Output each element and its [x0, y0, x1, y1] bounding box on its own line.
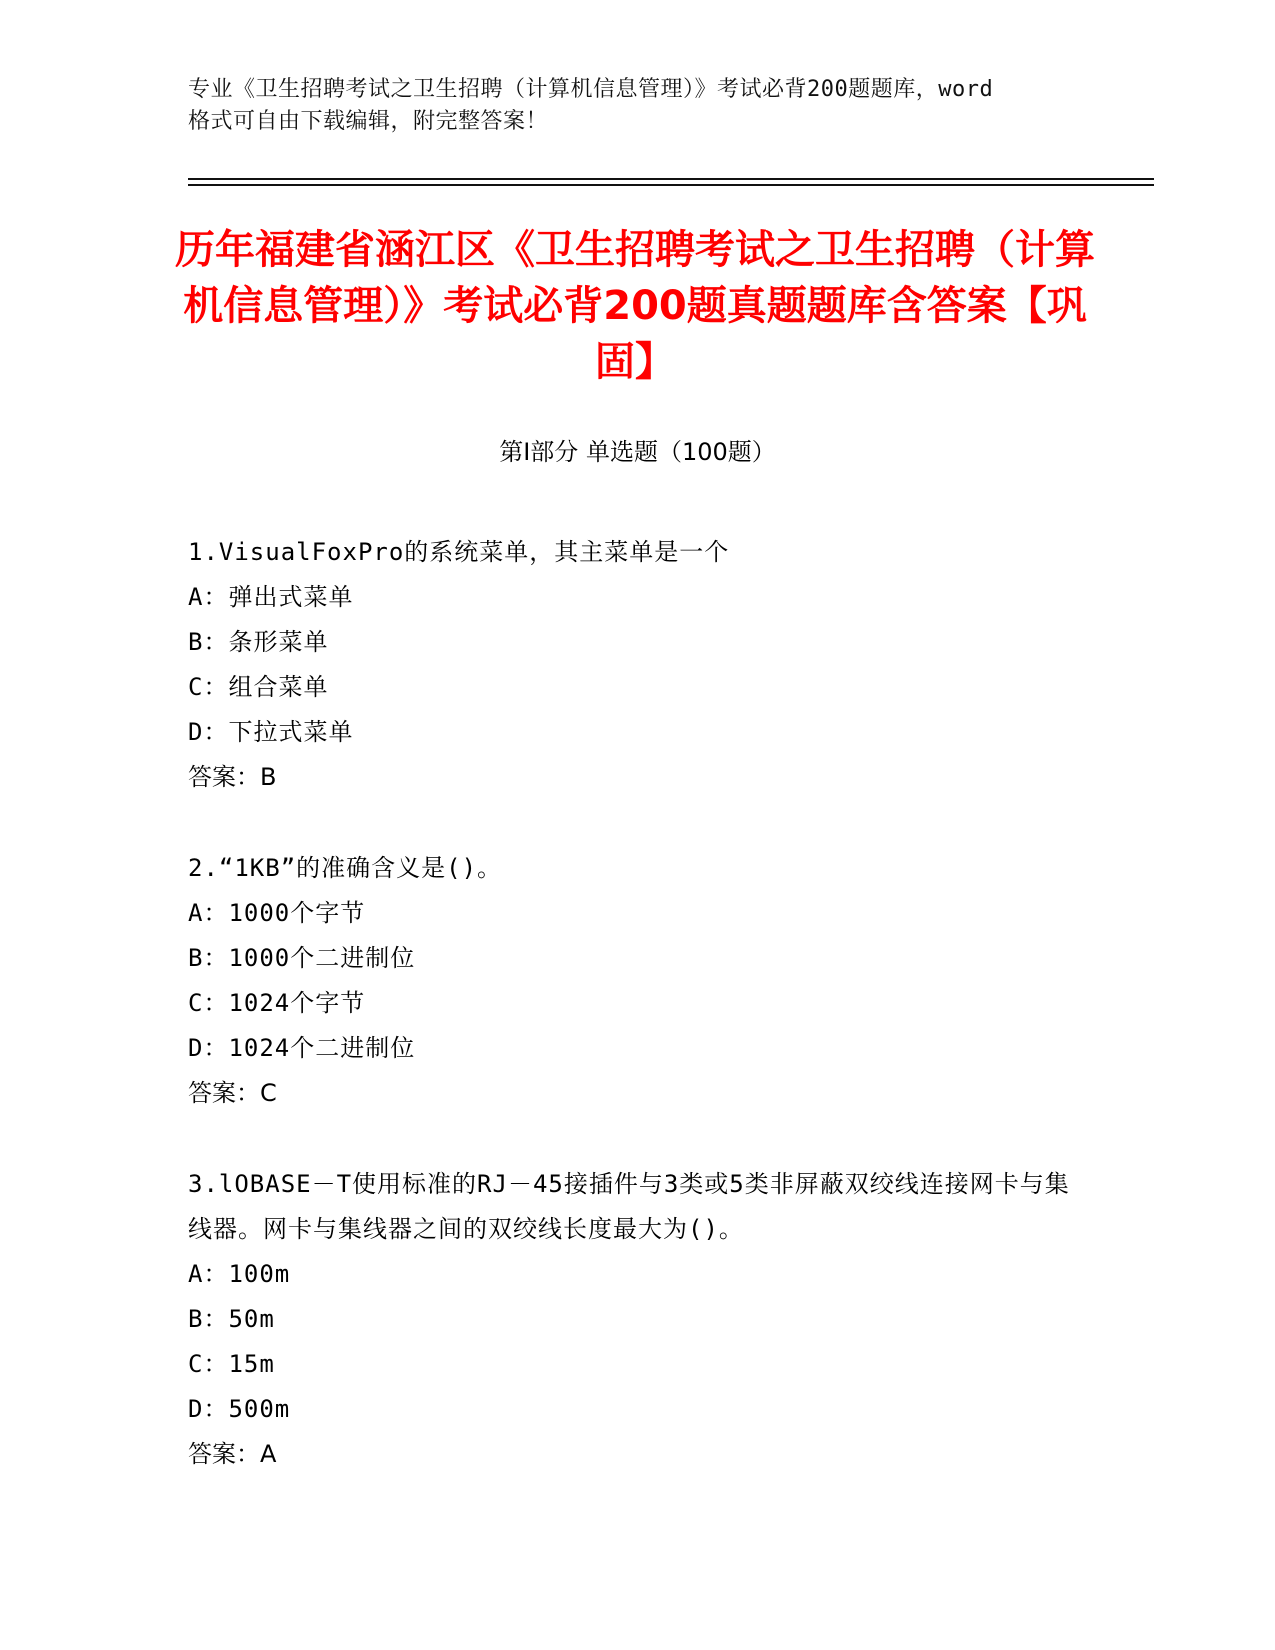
- question-stem: 1.VisualFoxPro的系统菜单，其主菜单是一个: [188, 538, 730, 566]
- option-a: A：100m: [188, 1260, 291, 1288]
- question-stem: 2.“1KB”的准确含义是()。: [188, 854, 503, 882]
- question-list: [188, 530, 1088, 1477]
- header-divider-top: [188, 178, 1154, 180]
- header-note-line-2: 格式可自由下载编辑，附完整答案！: [188, 109, 549, 134]
- option-b: B：50m: [188, 1305, 275, 1333]
- option-c: C：1024个字节: [188, 989, 366, 1017]
- option-d: D：下拉式菜单: [188, 718, 354, 746]
- section-title: 第Ⅰ部分 单选题（100题）: [499, 438, 776, 466]
- answer: 答案：C: [188, 1079, 277, 1107]
- question-3: [188, 1162, 1088, 1477]
- option-b: B：1000个二进制位: [188, 944, 416, 972]
- question-stem: 3.lOBASE－T使用标准的RJ－45接插件与3类或5类非屏蔽双绞线连接网卡与集线器。网卡与集线器之间的双绞线长度最大为()。: [188, 1170, 1070, 1243]
- question-1: [188, 530, 1088, 800]
- answer: 答案：B: [188, 763, 277, 791]
- header-note: [188, 74, 1108, 138]
- question-2: [188, 846, 1088, 1116]
- option-a: A：1000个字节: [188, 899, 366, 927]
- header-divider-bottom: [188, 184, 1154, 186]
- option-d: D：500m: [188, 1395, 291, 1423]
- header-note-line-1: 专业《卫生招聘考试之卫生招聘（计算机信息管理）》考试必背200题题库，word: [188, 77, 994, 102]
- option-c: C：15m: [188, 1350, 275, 1378]
- answer: 答案：A: [188, 1440, 277, 1468]
- document-title: 历年福建省涵江区《卫生招聘考试之卫生招聘（计算机信息管理）》考试必背200题真题题库含答案【巩固】: [175, 227, 1095, 385]
- option-c: C：组合菜单: [188, 673, 329, 701]
- option-b: B：条形菜单: [188, 628, 329, 656]
- option-d: D：1024个二进制位: [188, 1034, 416, 1062]
- option-a: A：弹出式菜单: [188, 583, 354, 611]
